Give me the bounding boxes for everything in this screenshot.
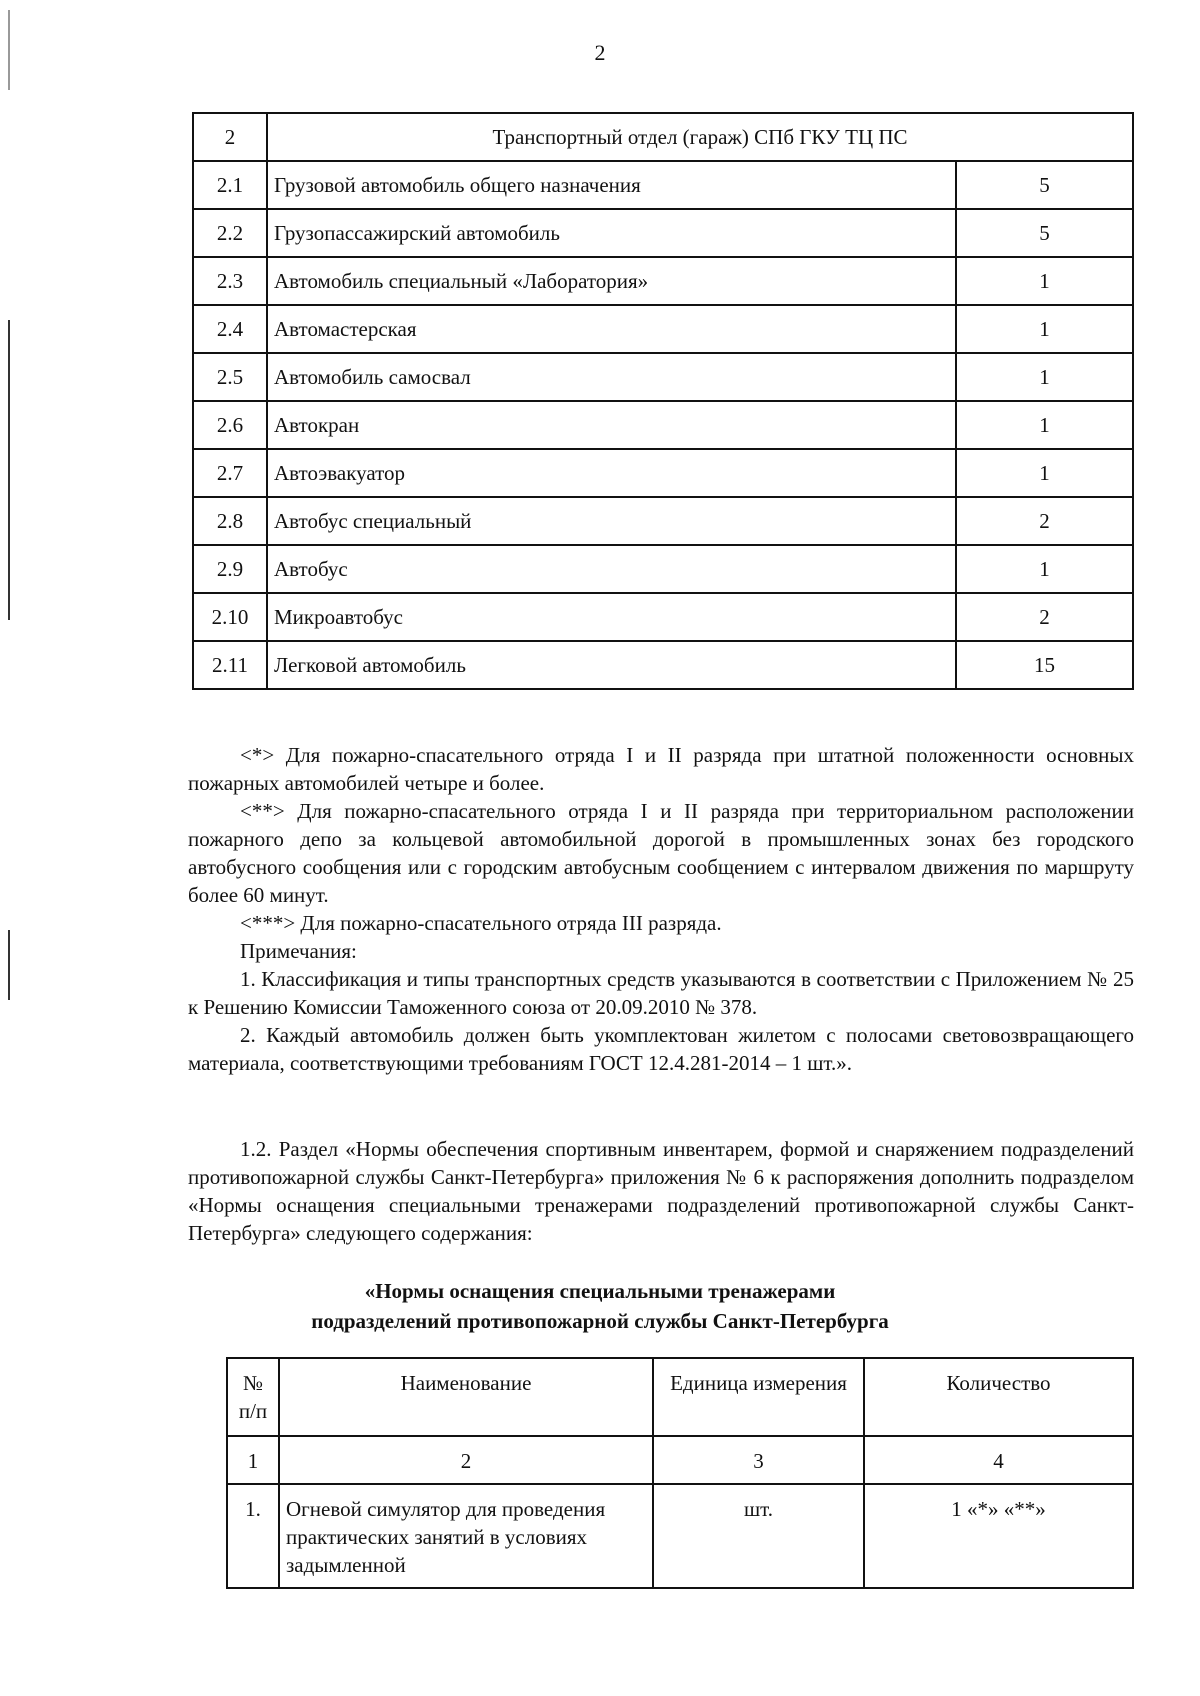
cell-name: Автокран	[267, 401, 956, 449]
col-num-4: 4	[864, 1436, 1133, 1484]
cell-name: Огневой симулятор для проведения практических занятий в условиях задымленной	[279, 1484, 653, 1588]
cell-num: 2.1	[193, 161, 267, 209]
table-row	[193, 353, 1133, 401]
table-row	[193, 497, 1133, 545]
cell-name: Автоэвакуатор	[267, 449, 956, 497]
cell-section-title: Транспортный отдел (гараж) СПб ГКУ ТЦ ПС	[267, 113, 1133, 161]
cell-num: 2.11	[193, 641, 267, 689]
cell-qty: 15	[956, 641, 1133, 689]
cell-name: Автобус специальный	[267, 497, 956, 545]
section-title	[0, 1276, 1200, 1336]
cell-qty: 1	[956, 401, 1133, 449]
table-row	[193, 593, 1133, 641]
note-2: <**> Для пожарно-спасательного отряда I и II разряда при территориальном расположении пожарного депо за кольцевой автомобильной дорогой в промышленных зонах без городского автобусного сообщения или с городским автобусным сообщением с интервалом движения по маршруту более 60 минут.	[188, 799, 1134, 907]
table-row	[193, 161, 1133, 209]
cell-qty: 5	[956, 161, 1133, 209]
cell-num: 2.6	[193, 401, 267, 449]
cell-qty: 1	[956, 353, 1133, 401]
cell-num: 2.8	[193, 497, 267, 545]
header-qty: Количество	[864, 1358, 1133, 1436]
table-row	[193, 257, 1133, 305]
header-name: Наименование	[279, 1358, 653, 1436]
remarks-title: Примечания:	[240, 939, 357, 963]
cell-name: Грузопассажирский автомобиль	[267, 209, 956, 257]
scan-artifact	[8, 320, 10, 620]
cell-qty: 2	[956, 593, 1133, 641]
table-section-row	[193, 113, 1133, 161]
vehicles-table	[192, 112, 1134, 690]
cell-name: Автомастерская	[267, 305, 956, 353]
cell-qty: 1 «*» «**»	[864, 1484, 1133, 1588]
page-number: 2	[594, 40, 606, 65]
title-line-2: подразделений противопожарной службы Санкт-Петербурга	[311, 1309, 889, 1333]
cell-num: 2.5	[193, 353, 267, 401]
cell-name: Автобус	[267, 545, 956, 593]
note-3: <***> Для пожарно-спасательного отряда III разряда.	[240, 911, 722, 935]
cell-num: 2.9	[193, 545, 267, 593]
note-1: <*> Для пожарно-спасательного отряда I и II разряда при штатной положенности основных пожарных автомобилей четыре и более.	[188, 743, 1134, 795]
paragraph-1-2: 1.2. Раздел «Нормы обеспечения спортивным инвентарем, формой и снаряжением подразделений противопожарной службы Санкт-Петербурга» приложения № 6 к распоряжения дополнить подразделом «Нормы оснащения специальными тренажерами подразделений противопожарной службы Санкт-Петербурга» следующего содержания:	[188, 1137, 1134, 1245]
col-num-1: 1	[227, 1436, 279, 1484]
col-num-3: 3	[653, 1436, 864, 1484]
cell-name: Грузовой автомобиль общего назначения	[267, 161, 956, 209]
cell-name: Легковой автомобиль	[267, 641, 956, 689]
cell-num: 2.10	[193, 593, 267, 641]
cell-name: Автомобиль специальный «Лаборатория»	[267, 257, 956, 305]
cell-qty: 2	[956, 497, 1133, 545]
cell-qty: 1	[956, 545, 1133, 593]
table-row	[227, 1484, 1133, 1588]
cell-qty: 1	[956, 449, 1133, 497]
cell-num: 1.	[227, 1484, 279, 1588]
scan-artifact	[8, 930, 10, 1000]
cell-num: 2	[193, 113, 267, 161]
remark-1: 1. Классификация и типы транспортных средств указываются в соответствии с Приложением № 25 к Решению Комиссии Таможенного союза от 20.09.2010 № 378.	[188, 967, 1134, 1019]
table-row	[193, 305, 1133, 353]
column-number-row	[227, 1436, 1133, 1484]
cell-name: Автомобиль самосвал	[267, 353, 956, 401]
col-num-2: 2	[279, 1436, 653, 1484]
cell-unit: шт.	[653, 1484, 864, 1588]
remark-2: 2. Каждый автомобиль должен быть укомплектован жилетом с полосами световозвращающего материала, соответствующими требованиям ГОСТ 12.4.281-2014 – 1 шт.».	[188, 1023, 1134, 1075]
cell-num: 2.3	[193, 257, 267, 305]
header-unit: Единица измерения	[653, 1358, 864, 1436]
table-row	[193, 209, 1133, 257]
title-line-1: «Нормы оснащения специальными тренажерами	[364, 1279, 836, 1303]
table-row	[193, 641, 1133, 689]
cell-num: 2.2	[193, 209, 267, 257]
table-row	[193, 401, 1133, 449]
cell-name: Микроавтобус	[267, 593, 956, 641]
cell-num: 2.7	[193, 449, 267, 497]
table-row	[193, 545, 1133, 593]
cell-qty: 1	[956, 305, 1133, 353]
cell-qty: 5	[956, 209, 1133, 257]
cell-qty: 1	[956, 257, 1133, 305]
header-num: № п/п	[227, 1358, 279, 1436]
trainers-table	[226, 1357, 1134, 1589]
header-row	[227, 1358, 1133, 1436]
cell-num: 2.4	[193, 305, 267, 353]
table-row	[193, 449, 1133, 497]
